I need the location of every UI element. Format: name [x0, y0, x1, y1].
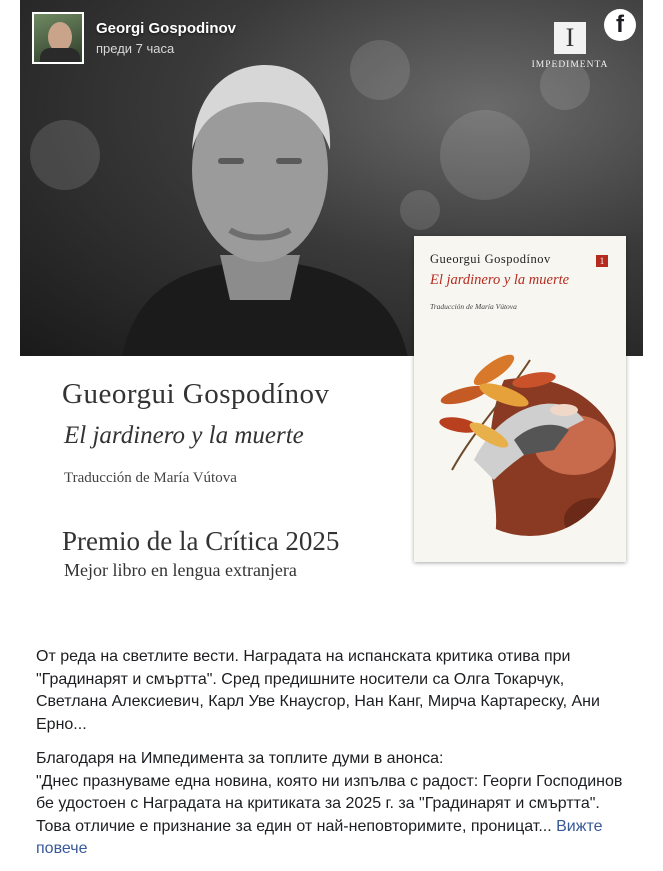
banner-author: Gueorgui Gospodínov: [62, 378, 330, 410]
book-cover: [414, 236, 626, 562]
facebook-icon[interactable]: f: [604, 9, 636, 41]
post-paragraph: [36, 748, 636, 861]
author-portrait: [100, 40, 420, 356]
author-block: [96, 19, 236, 58]
banner-book-title: El jardinero y la muerte: [64, 422, 304, 449]
book-title: El jardinero y la muerte: [430, 272, 570, 288]
book-series-number: 1: [596, 255, 608, 267]
author-name[interactable]: Georgi Gospodinov: [96, 19, 237, 37]
book-author: Gueorgui Gospodínov: [430, 252, 551, 266]
publisher-logo: [528, 22, 612, 70]
banner-subaward: Mejor libro en lengua extranjera: [64, 560, 297, 580]
book-translator: Traducción de María Vútova: [430, 302, 517, 311]
post-body: [36, 646, 636, 861]
post-timestamp[interactable]: преди 7 часа: [96, 40, 175, 56]
post-paragraph: От реда на светлите вести. Наградата на испанската критика отива при "Градинарят и смъртта". Сред предишните носители са Олга Токарчук, Светлана Алексиевич, Карл Уве Кнаусгор, Нан Канг, Мирча Картареску, Ани Ерно...: [36, 648, 600, 733]
banner-award: Premio de la Crítica 2025: [62, 526, 340, 556]
post-header: [32, 12, 236, 64]
bokeh-light: [440, 110, 530, 200]
banner-translator: Traducción de María Vútova: [64, 470, 237, 486]
see-more-link[interactable]: Вижте повече: [36, 817, 603, 857]
publisher-mark: I: [554, 22, 586, 54]
book-cover-illustration: [434, 340, 616, 540]
post-paragraph-body: "Днес празнуваме една новина, която ни изпълва с радост: Георги Господинов бе удостоен с Наградата на критиката за 2025 г. за "Градинарят и смъртта". Това отличие е признание за един от най-неповторимите, проницат...: [36, 772, 623, 835]
publisher-name: IMPEDIMENTA: [531, 60, 609, 70]
post-paragraph-lead: Благодаря на Импедимента за топлите думи в анонса:: [36, 750, 444, 767]
avatar[interactable]: [32, 12, 84, 64]
bokeh-light: [30, 120, 100, 190]
